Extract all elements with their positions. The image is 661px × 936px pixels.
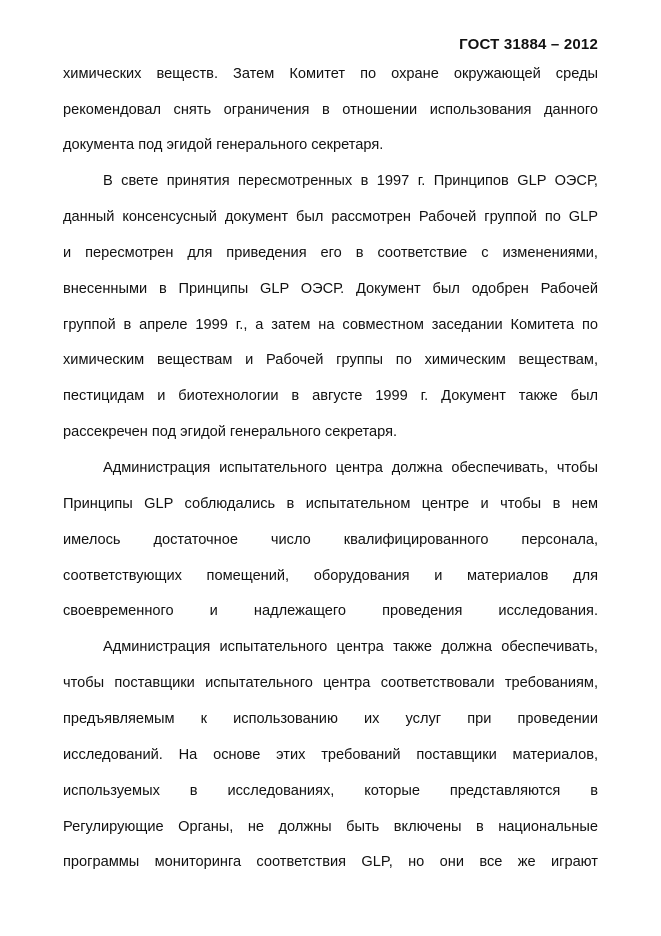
text-line: программы мониторинга соответствия GLP, но они все же играют (63, 854, 598, 870)
text-line: рассекречен под эгидой генерального секретаря. (63, 424, 398, 440)
paragraph-first-line: Администрация испытательного центра должна обеспечивать, чтобы (103, 460, 598, 476)
text-line: документа под эгидой генерального секретаря. (63, 137, 384, 153)
text-line: исследований. На основе этих требований поставщики материалов, (63, 747, 598, 763)
paragraph-first-line: В свете принятия пересмотренных в 1997 г. Принципов GLP ОЭСР, (103, 173, 598, 189)
text-line: внесенными в Принципы GLP ОЭСР. Документ был одобрен Рабочей (63, 281, 598, 297)
text-line: данный консенсусный документ был рассмотрен Рабочей группой по GLP (63, 209, 598, 225)
text-line: рекомендовал снять ограничения в отношении использования данного (63, 102, 598, 118)
text-line: своевременного и надлежащего проведения исследования. (63, 603, 598, 619)
text-line: группой в апреле 1999 г., а затем на совместном заседании Комитета по (63, 317, 598, 333)
text-line: используемых в исследованиях, которые представляются в (63, 783, 598, 799)
text-line: имелось достаточное число квалифицированного персонала, (63, 532, 598, 548)
text-line: Принципы GLP соблюдались в испытательном центре и чтобы в нем (63, 496, 598, 512)
paragraph-first-line: Администрация испытательного центра также должна обеспечивать, (103, 639, 598, 655)
standard-code-header: ГОСТ 31884 – 2012 (459, 36, 598, 53)
text-line: пестицидам и биотехнологии в августе 1999 г. Документ также был (63, 388, 598, 404)
text-line: химическим веществам и Рабочей группы по химическим веществам, (63, 352, 598, 368)
text-line: химических веществ. Затем Комитет по охране окружающей среды (63, 66, 598, 82)
text-line: и пересмотрен для приведения его в соответствие с изменениями, (63, 245, 598, 261)
text-line: соответствующих помещений, оборудования и материалов для (63, 568, 598, 584)
text-line: чтобы поставщики испытательного центра соответствовали требованиям, (63, 675, 598, 691)
text-line: Регулирующие Органы, не должны быть включены в национальные (63, 819, 598, 835)
text-line: предъявляемым к использованию их услуг при проведении (63, 711, 598, 727)
